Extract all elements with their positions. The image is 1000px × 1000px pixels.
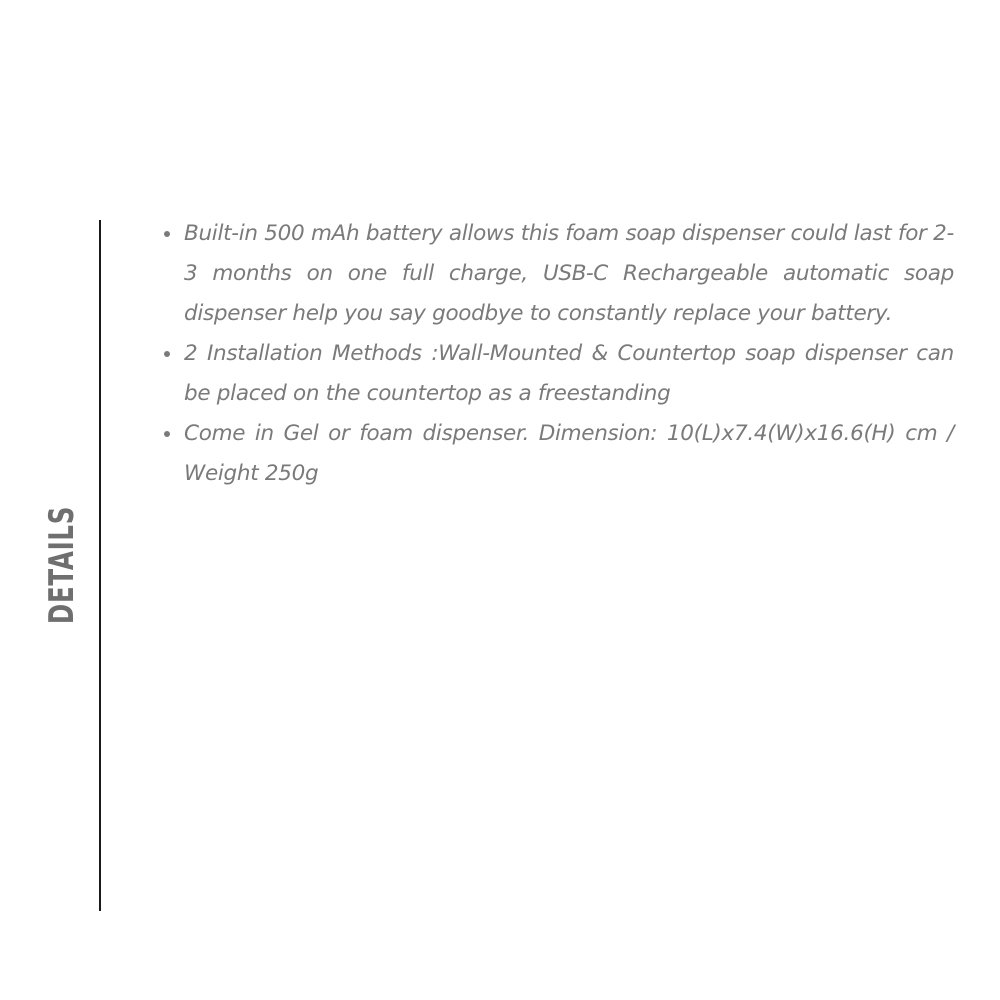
vertical-divider	[99, 220, 101, 911]
details-heading-text: DETAILS	[42, 505, 82, 625]
details-bullet-list	[184, 214, 954, 494]
bullet-item-installation: 2 Installation Methods :Wall-Mounted & Countertop soap dispenser can be placed on the countertop as a freestanding	[184, 334, 954, 414]
bullet-item-battery: Built-in 500 mAh battery allows this foam soap dispenser could last for 2-3 months on one full charge, USB-C Rechargeable automatic soap dispenser help you say goodbye to constantly replace your battery.	[184, 214, 954, 334]
bullet-item-dimensions: Come in Gel or foam dispenser. Dimension: 10(L)x7.4(W)x16.6(H) cm / Weight 250g	[184, 414, 954, 494]
details-heading	[42, 483, 82, 647]
